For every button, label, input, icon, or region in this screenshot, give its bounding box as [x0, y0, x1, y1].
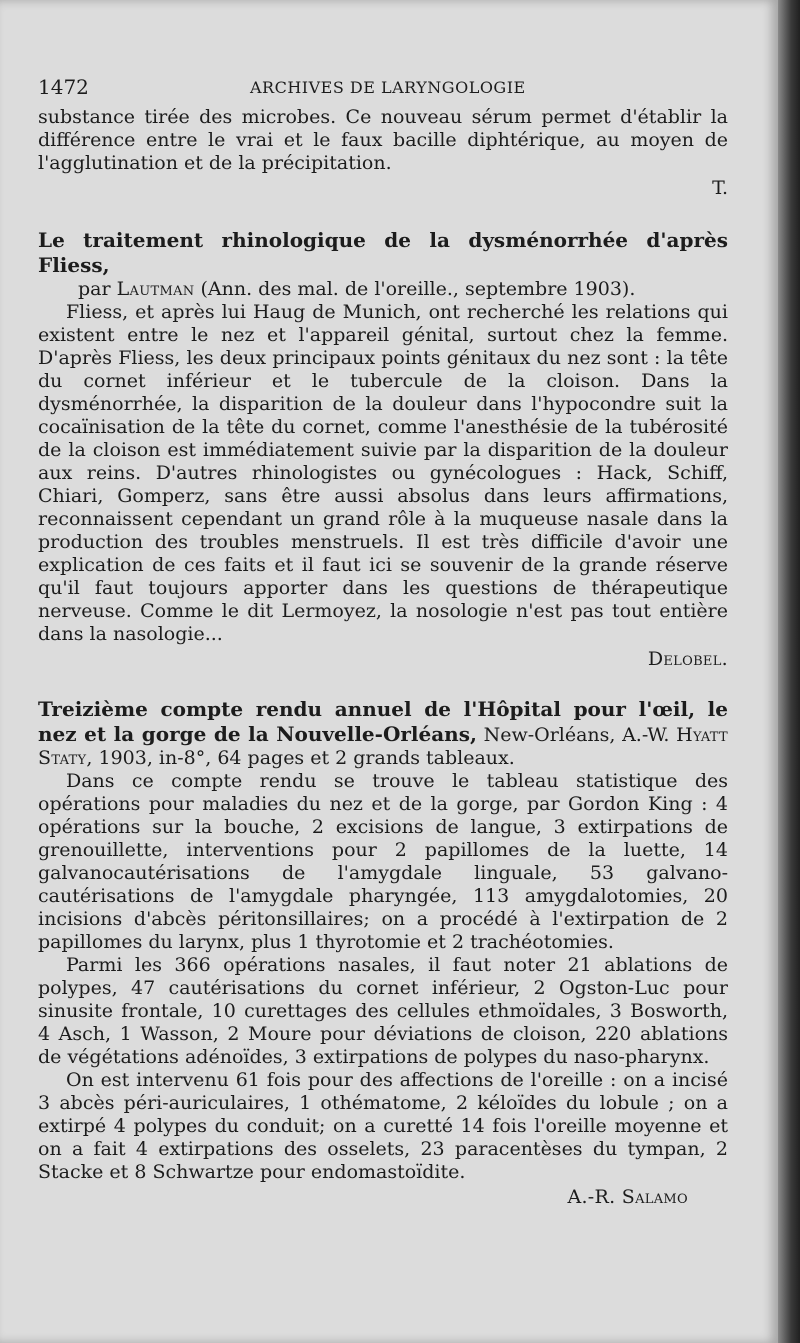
article-2-paragraph-3: On est intervenu 61 fois pour des affections de l'oreille : on a incisé 3 abcès péri-auriculaires, 1 othématome, 2 kéloïdes du lobule ; on a extirpé 4 polypes du conduit; on a curetté 14 fois l'oreille moyenne et on a fait 4 extirpations des osselets, 23 paracentèses du tympan, 2 Stacke et 8 Schwartze pour endomastoïdite. [38, 1069, 728, 1183]
intro-paragraph: substance tirée des microbes. Ce nouveau sérum permet d'établir la différence entre le vrai et le faux bacille diphtérique, au moyen de l'agglutination et de la précipitation. [38, 106, 728, 174]
article-2-signature: A.-R. Salamo [567, 1186, 688, 1208]
article-1-signature: Delobel. [647, 648, 728, 670]
article-2-heading [38, 697, 728, 770]
intro-signature: T. [712, 177, 728, 199]
article-1 [38, 228, 728, 671]
article-2 [38, 697, 728, 1209]
page-content [38, 70, 728, 1209]
article-1-heading [38, 228, 728, 278]
article-2-paragraph-1: Dans ce compte rendu se trouve le tableau statistique des opérations pour maladies du nez et de la gorge, par Gordon King : 4 opérations sur la bouche, 2 excisions de langue, 3 extirpations de grenouillette, interventions pour 2 papillomes de la luette, 14 galvanocautérisations de l'amygdale linguale, 53 galvano-cautérisations de l'amygdale pharyngée, 113 amygdalotomies, 20 incisions d'abcès péritonsillaires; on a procédé à l'extirpation de 2 papillomes du larynx, plus 1 thyrotomie et 2 trachéotomies. [38, 770, 728, 953]
article-1-title: Le traitement rhinologique de la dysménorrhée d'après Fliess, [38, 228, 728, 277]
article-2-details: , 1903, in-8°, 64 pages et 2 grands tableaux. [86, 747, 515, 769]
article-1-author: Lautman [116, 278, 195, 300]
page-header [38, 70, 728, 106]
article-2-paragraph-2: Parmi les 366 opérations nasales, il faut noter 21 ablations de polypes, 47 cautérisations du cornet inférieur, 2 Ogston-Luc pour sinusite frontale, 10 curettages des cellules ethmoïdales, 3 Bosworth, 4 Asch, 1 Wasson, 2 Moure pour déviations de cloison, 220 ablations de végétations adénoïdes, 3 extirpations de polypes du naso-pharynx. [38, 954, 728, 1068]
article-2-place: New-Orléans, A.-W. [476, 724, 677, 746]
article-1-body: Fliess, et après lui Haug de Munich, ont recherché les relations qui existent entre le nez et l'appareil génital, surtout chez la femme. D'après Fliess, les deux principaux points génitaux du nez sont : la tête du cornet inférieur et le tubercule de la cloison. Dans la dysménorrhée, la disparition de la douleur dans l'hypocondre suit la cocaïnisation de la tête du cornet, comme l'anesthésie de la tubérosité de la cloison est immédiatement suivie par la disparition de la douleur aux reins. D'autres rhinologistes ou gynécologues : Hack, Schiff, Chiari, Gomperz, sans être aussi absolus dans leurs affirmations, reconnaissent cependant un grand rôle à la muqueuse nasale dans la production des troubles menstruels. Il est très difficile d'avoir une explication de ces faits et il faut ici se souvenir de la grande réserve qu'il faut toujours apporter dans les questions de thérapeutique nerveuse. Comme le dit Lermoyez, la nosologie n'est pas tout entière dans la nasologie... [38, 301, 728, 645]
article-1-byline [38, 278, 728, 301]
section-gap [38, 671, 728, 697]
page-number: 1472 [38, 75, 89, 99]
running-head: ARCHIVES DE LARYNGOLOGIE [250, 78, 526, 97]
article-1-by-prefix: par [78, 278, 117, 300]
article-2-publisher: Hyatt Staty [38, 724, 728, 769]
article-2-title: Treizième compte rendu annuel de l'Hôpital pour l'œil, le nez et la gorge de la Nouvelle-Orléans, [38, 697, 728, 746]
section-gap [38, 200, 728, 228]
page-edge-shadow [778, 0, 800, 1343]
article-1-reference: (Ann. des mal. de l'oreille., septembre 1903). [200, 278, 636, 300]
